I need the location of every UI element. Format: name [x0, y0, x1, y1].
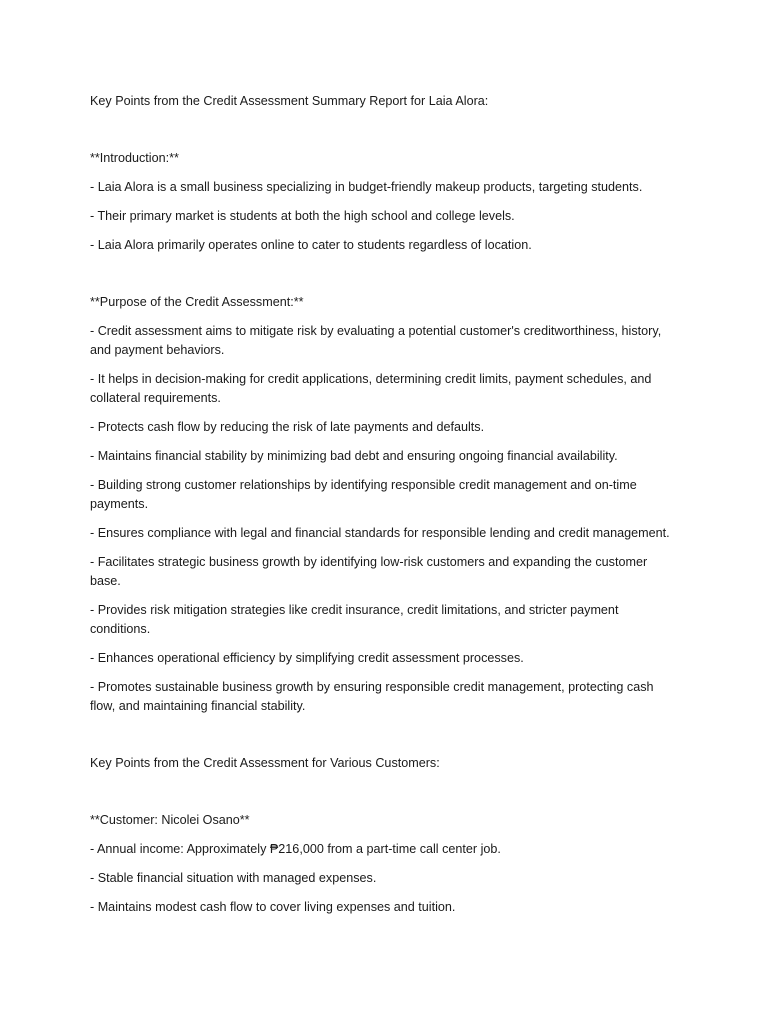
customer-heading: **Customer: Nicolei Osano**	[90, 813, 250, 827]
customer-item: - Maintains modest cash flow to cover living expenses and tuition.	[90, 900, 456, 914]
purpose-item: - Facilitates strategic business growth by identifying low-risk customers and expanding the customer base.	[90, 555, 648, 588]
introduction-item: - Laia Alora primarily operates online to cater to students regardless of location.	[90, 238, 532, 252]
customer-item: - Annual income: Approximately ₱216,000 from a part-time call center job.	[90, 842, 501, 856]
report-title: Key Points from the Credit Assessment Summary Report for Laia Alora:	[90, 94, 489, 108]
document-page	[90, 92, 680, 927]
introduction-item: - Laia Alora is a small business specializing in budget-friendly makeup products, targeting students.	[90, 180, 643, 194]
purpose-item: - Building strong customer relationships by identifying responsible credit management and on-time payments.	[90, 478, 637, 511]
purpose-item: - Protects cash flow by reducing the risk of late payments and defaults.	[90, 420, 485, 434]
introduction-heading: **Introduction:**	[90, 151, 179, 165]
purpose-item: - Promotes sustainable business growth by ensuring responsible credit management, protecting cash flow, and maintaining financial stability.	[90, 680, 654, 713]
purpose-item: - Enhances operational efficiency by simplifying credit assessment processes.	[90, 651, 524, 665]
purpose-item: - It helps in decision-making for credit applications, determining credit limits, payment schedules, and collateral requirements.	[90, 372, 652, 405]
purpose-item: - Maintains financial stability by minimizing bad debt and ensuring ongoing financial availability.	[90, 449, 618, 463]
introduction-item: - Their primary market is students at both the high school and college levels.	[90, 209, 515, 223]
customers-title: Key Points from the Credit Assessment for Various Customers:	[90, 756, 440, 770]
customer-item: - Stable financial situation with managed expenses.	[90, 871, 377, 885]
purpose-item: - Provides risk mitigation strategies like credit insurance, credit limitations, and stricter payment conditions.	[90, 603, 619, 636]
purpose-heading: **Purpose of the Credit Assessment:**	[90, 295, 304, 309]
purpose-item: - Credit assessment aims to mitigate risk by evaluating a potential customer's creditworthiness, history, and payment behaviors.	[90, 324, 662, 357]
purpose-item: - Ensures compliance with legal and financial standards for responsible lending and credit management.	[90, 526, 670, 540]
